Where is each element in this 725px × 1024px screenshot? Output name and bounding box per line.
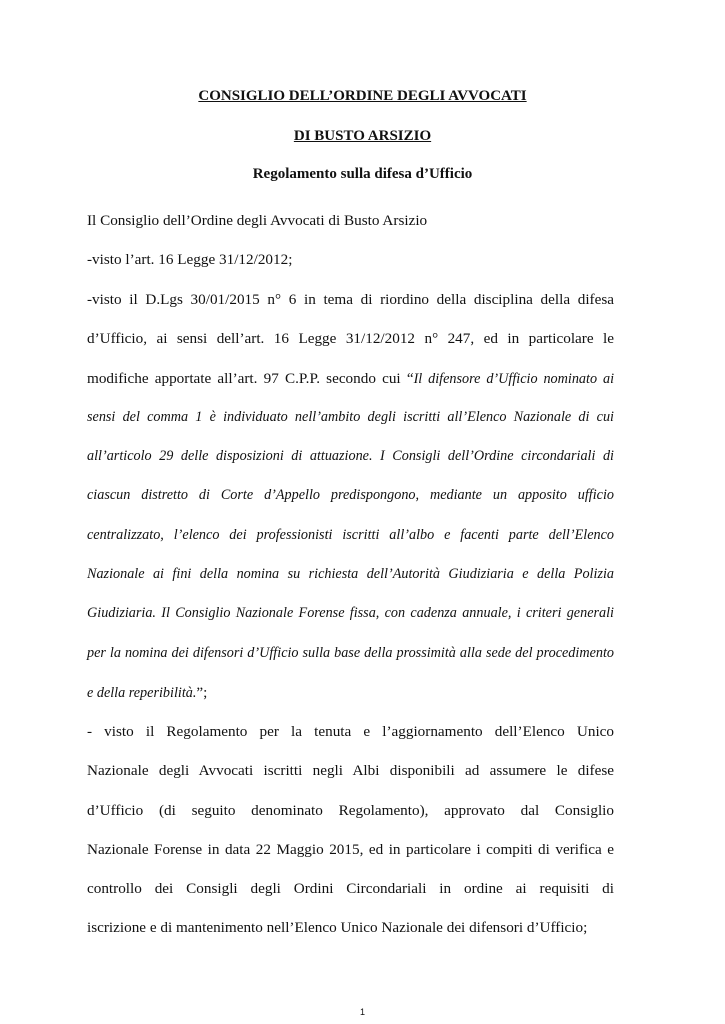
quote-line: sensi del comma 1 è individuato nell’ambito degli iscritti all’Elenco Nazionale di cui bbox=[87, 408, 614, 425]
visto2-line1: -visto il D.Lgs 30/01/2015 n° 6 in tema di riordino della disciplina della difesa bbox=[87, 291, 614, 308]
quote-line: Giudiziaria. Il Consiglio Nazionale Forense fissa, con cadenza annuale, i criteri generali bbox=[87, 605, 614, 622]
visto1-line: -visto l’art. 16 Legge 31/12/2012; bbox=[87, 251, 293, 268]
visto2-line3-italic: Il difensore d’Ufficio nominato ai bbox=[413, 370, 615, 387]
visto3-line: Nazionale Forense in data 22 Maggio 2015, ed in particolare i compiti di verifica e bbox=[87, 840, 614, 858]
visto3-line: d’Ufficio (di seguito denominato Regolamento), approvato dal Consiglio bbox=[87, 801, 614, 819]
visto-paragraph-3 bbox=[87, 712, 614, 948]
visto2-last-plain: ”; bbox=[196, 683, 208, 701]
quote-line: Nazionale ai fini della nomina su richiesta dell’Autorità Giudiziaria e della Polizia bbox=[87, 566, 614, 583]
document-title-line2: DI BUSTO ARSIZIO bbox=[293, 128, 432, 144]
page-number: 1 bbox=[359, 1007, 365, 1017]
document-title-line1: CONSIGLIO DELL’ORDINE DEGLI AVVOCATI bbox=[198, 88, 527, 104]
intro-line: Il Consiglio dell’Ordine degli Avvocati di Busto Arsizio bbox=[87, 212, 428, 229]
quote-line: all’articolo 29 delle disposizioni di attuazione. I Consigli dell’Ordine circondariali di bbox=[87, 448, 614, 465]
visto2-last-italic: e della reperibilità. bbox=[87, 684, 197, 701]
intro-paragraph bbox=[87, 201, 614, 240]
visto3-line: controllo dei Consigli degli Ordini Circondariali in ordine ai requisiti di bbox=[87, 880, 614, 898]
visto2-line3-plain: modifiche apportate all’art. 97 C.P.P. secondo cui “ bbox=[87, 369, 414, 387]
visto3-line: iscrizione e di mantenimento nell’Elenco Unico Nazionale dei difensori d’Ufficio; bbox=[87, 919, 588, 937]
visto-paragraph-1 bbox=[87, 240, 614, 279]
visto2-line2: d’Ufficio, ai sensi dell’art. 16 Legge 31/12/2012 n° 247, ed in particolare le bbox=[87, 330, 614, 348]
quote-line: centralizzato, l’elenco dei professionisti iscritti all’albo e facenti parte dell’Elenco bbox=[87, 526, 614, 543]
quote-line: per la nomina dei difensori d’Ufficio sulla base della prossimità alla sede del procedimento bbox=[87, 644, 614, 661]
visto2-last-line bbox=[87, 673, 614, 712]
visto2-line3 bbox=[87, 359, 614, 398]
visto3-line: - visto il Regolamento per la tenuta e l’aggiornamento dell’Elenco Unico bbox=[87, 723, 614, 740]
quote-line: ciascun distretto di Corte d’Appello predispongono, mediante un apposito ufficio bbox=[87, 487, 614, 504]
visto-paragraph-2 bbox=[87, 280, 614, 712]
visto3-line: Nazionale degli Avvocati iscritti negli Albi disponibili ad assumere le difese bbox=[87, 762, 614, 780]
document-subtitle: Regolamento sulla difesa d’Ufficio bbox=[252, 166, 473, 182]
